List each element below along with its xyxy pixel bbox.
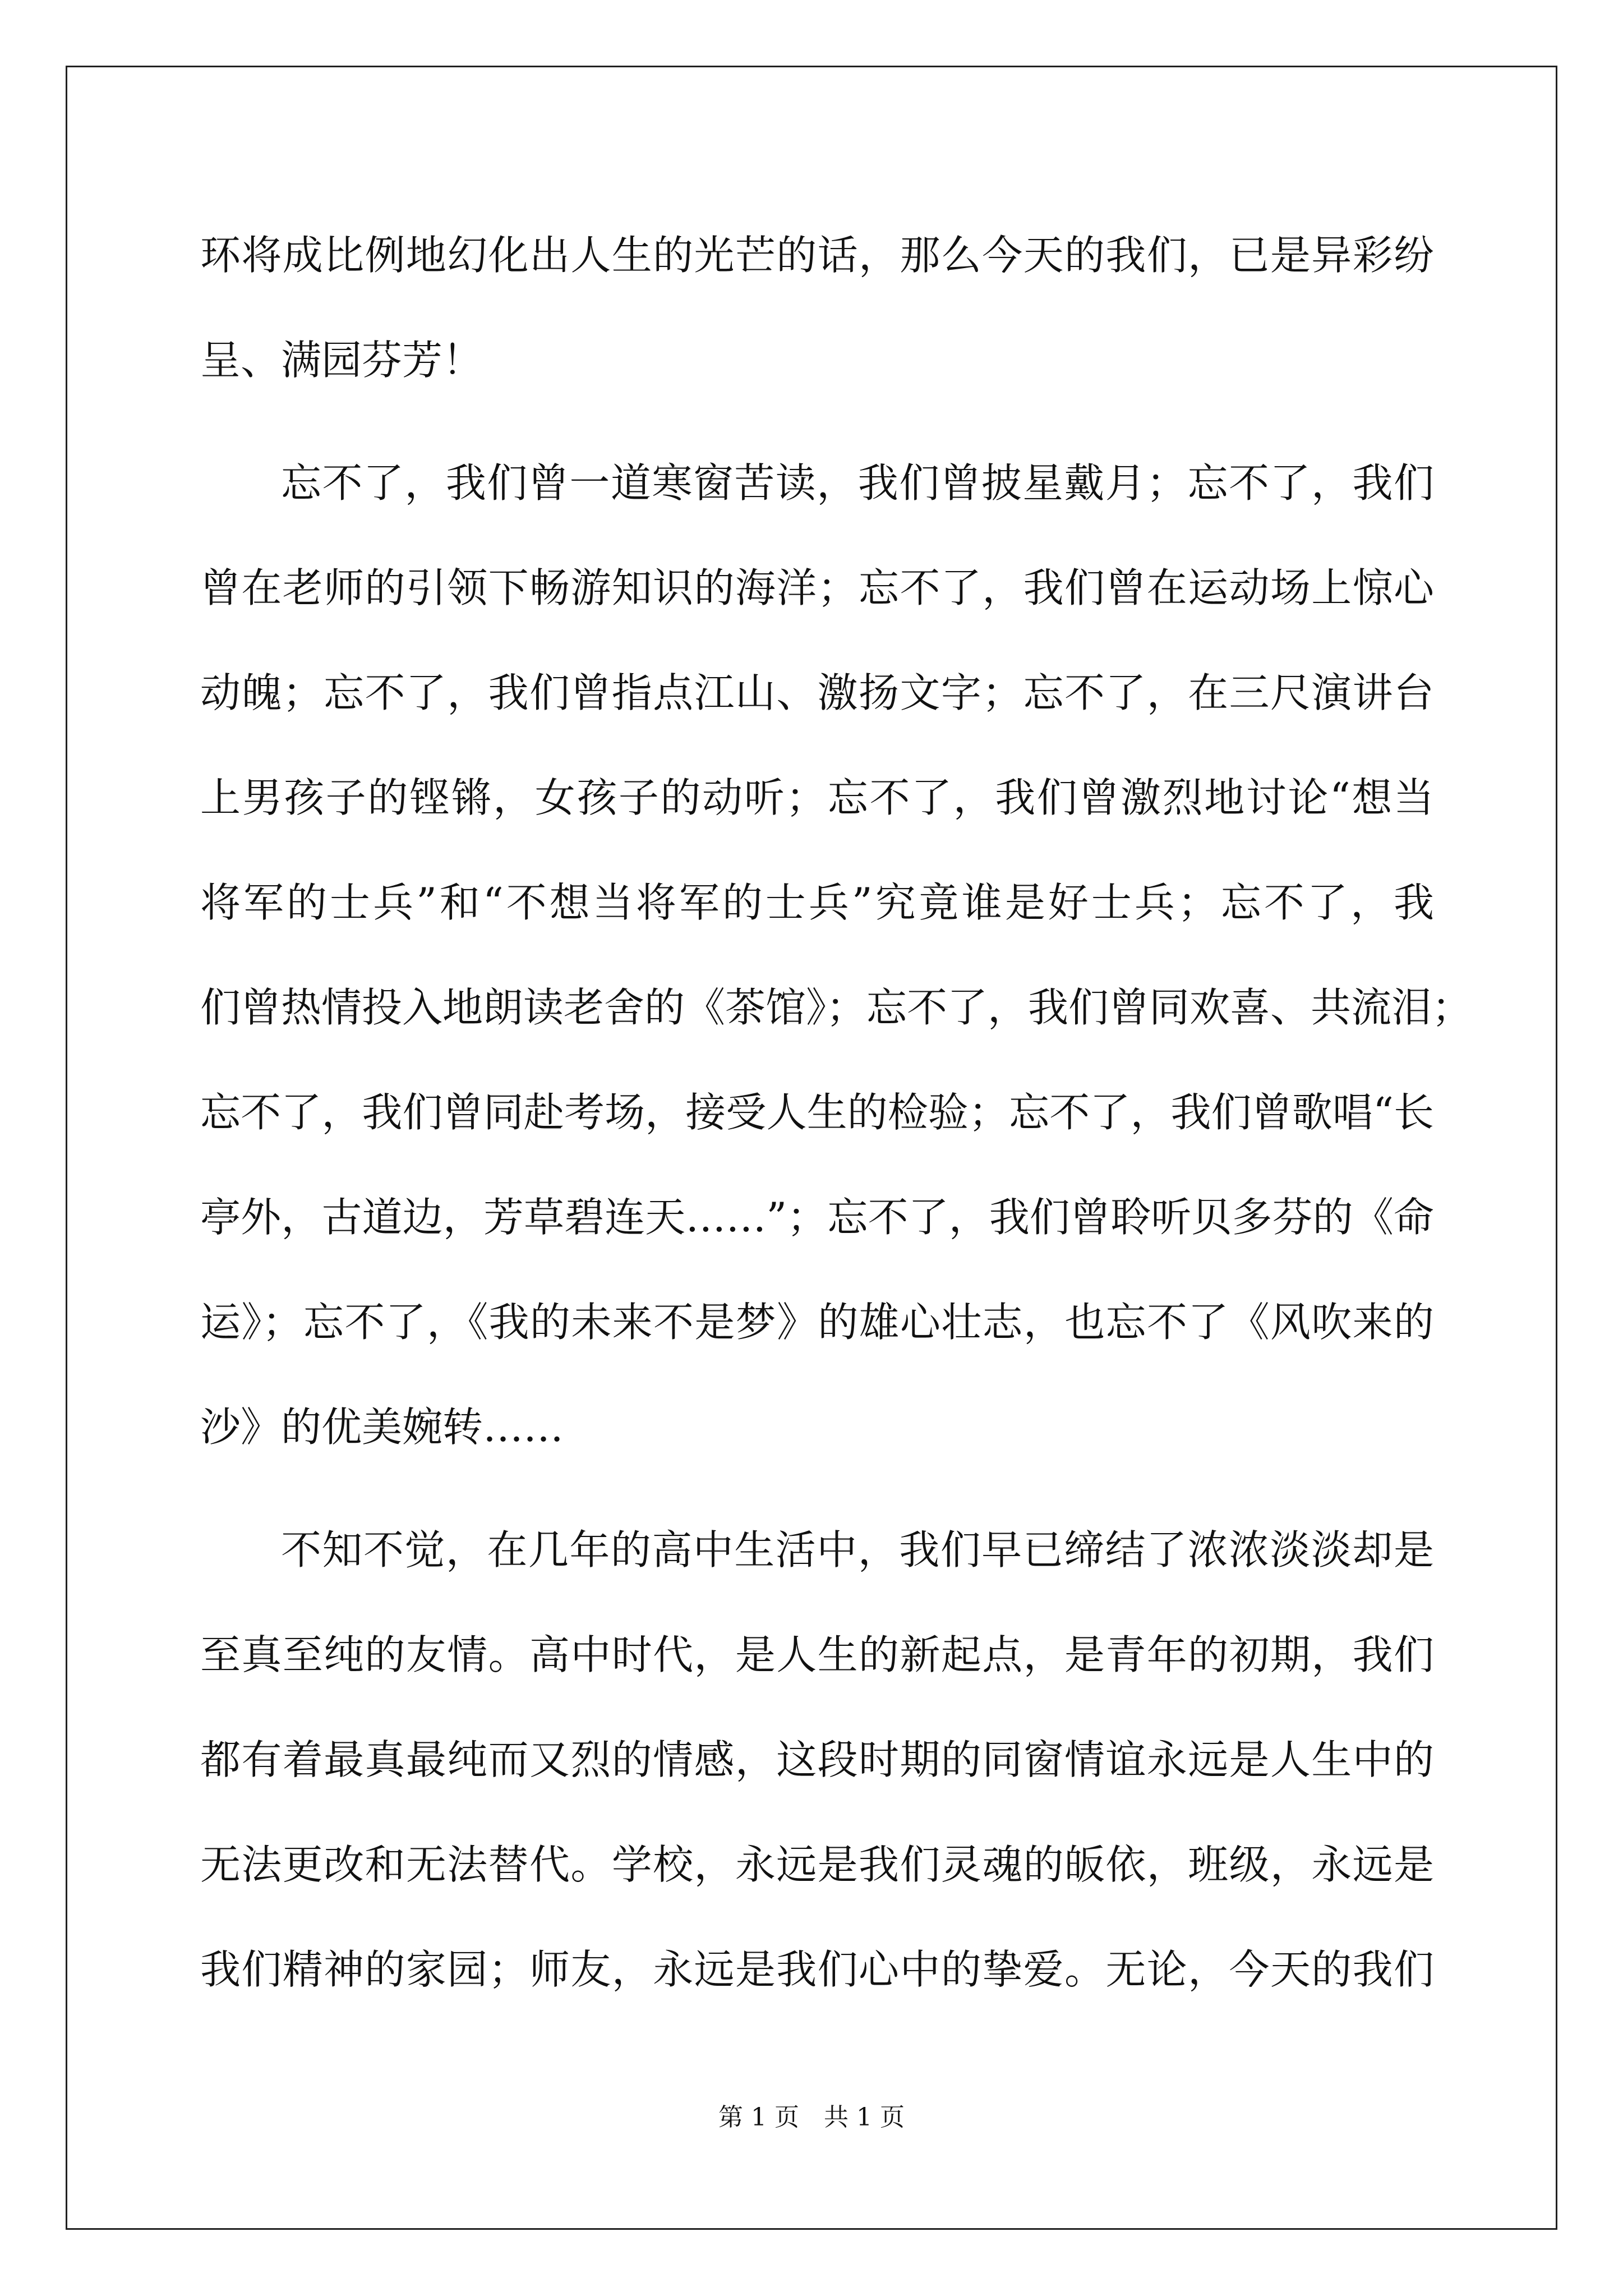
text-line: 不知不觉，在几年的高中生活中，我们早已缔结了浓浓淡淡却是: [281, 1526, 1434, 1573]
text-line: 亭外，古道边，芳草碧连天……”；忘不了，我们曾聆听贝多芬的《命: [200, 1194, 1434, 1241]
paragraph-3: [200, 1498, 1434, 2022]
paragraph-gap: [200, 413, 1434, 431]
text-line: 至真至纯的友情。高中时代，是人生的新起点，是青年的初期，我们: [200, 1631, 1434, 1678]
text-line: 忘不了，我们曾同赴考场，接受人生的检验；忘不了，我们曾歌唱“长: [200, 1089, 1434, 1136]
text-line: 曾在老师的引领下畅游知识的海洋；忘不了，我们曾在运动场上惊心: [200, 564, 1434, 611]
text-line: 无法更改和无法替代。学校，永远是我们灵魂的皈依，班级，永远是: [200, 1841, 1434, 1888]
text-line: 都有着最真最纯而又烈的情感，这段时期的同窗情谊永远是人生中的: [200, 1736, 1434, 1783]
text-line: 我们精神的家园；师友，永远是我们心中的挚爱。无论，今天的我们: [200, 1946, 1434, 1993]
text-line: 上男孩子的铿锵，女孩子的动听；忘不了，我们曾激烈地讨论“想当: [200, 774, 1434, 821]
text-line: 呈、满园芬芳！: [200, 337, 483, 384]
text-line: 忘不了，我们曾一道寒窗苦读，我们曾披星戴月；忘不了，我们: [281, 459, 1434, 507]
text-line: 们曾热情投入地朗读老舍的《茶馆》；忘不了，我们曾同欢喜、共流泪；: [200, 984, 1473, 1031]
text-line: 将军的士兵”和“不想当将军的士兵”究竟谁是好士兵；忘不了，我: [200, 879, 1434, 926]
paragraph-2: [200, 431, 1473, 1480]
text-line: 动魄；忘不了，我们曾指点江山、激扬文字；忘不了，在三尺演讲台: [200, 669, 1434, 716]
paragraph-1: [200, 203, 1434, 413]
text-line: 运》；忘不了，《我的未来不是梦》的雄心壮志，也忘不了《风吹来的: [200, 1299, 1434, 1346]
text-line: 沙》的优美婉转……: [200, 1404, 564, 1451]
document-body: [200, 203, 1473, 2022]
paragraph-gap: [200, 1480, 1434, 1498]
page-number-footer: 第 1 页 共 1 页: [718, 2103, 905, 2132]
text-line: 环将成比例地幻化出人生的光芒的话，那么今天的我们，已是异彩纷: [200, 232, 1434, 279]
